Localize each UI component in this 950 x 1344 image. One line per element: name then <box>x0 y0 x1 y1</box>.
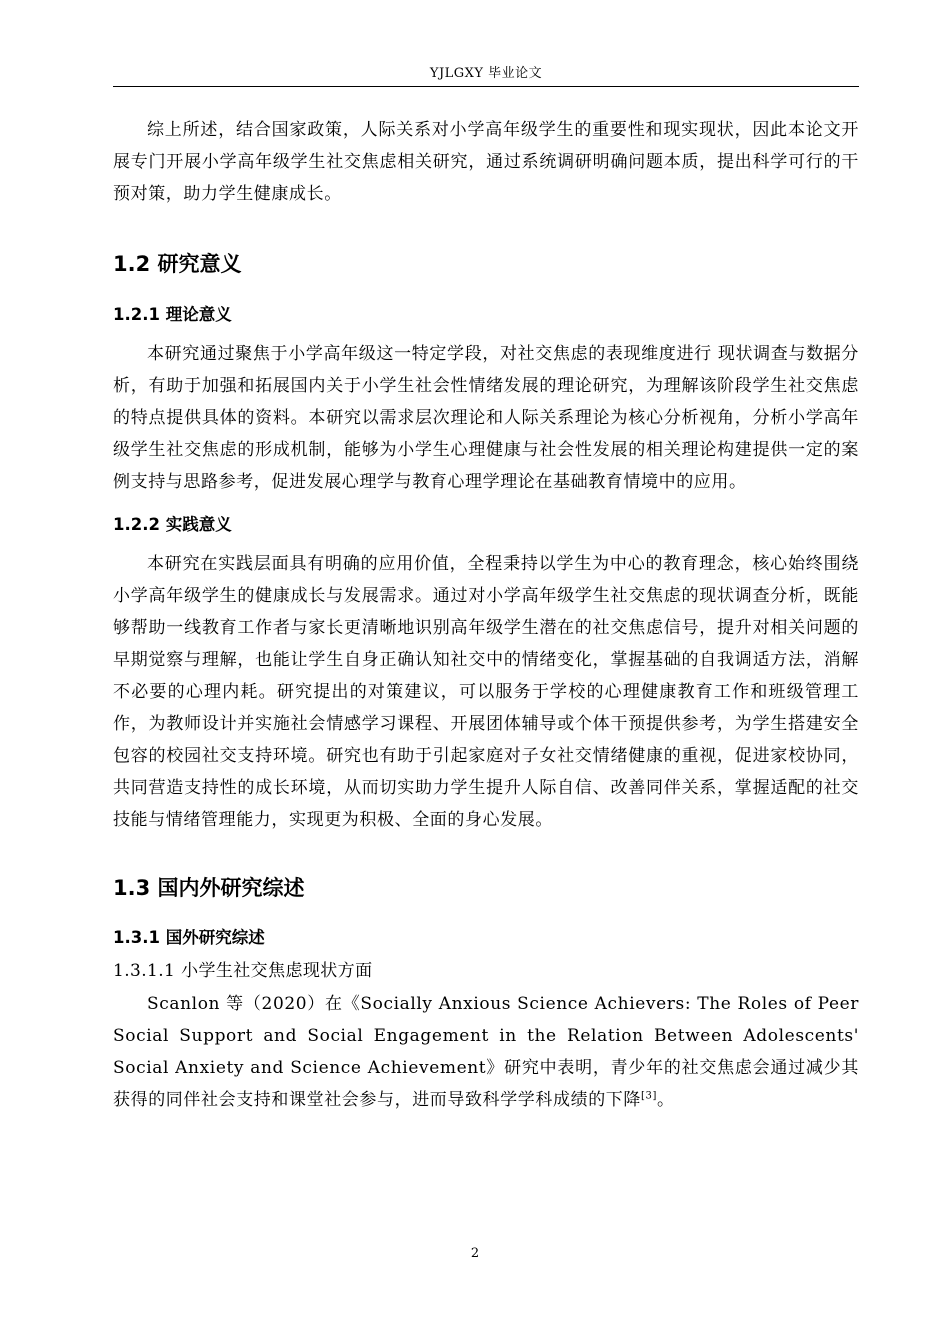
spacer <box>113 537 859 548</box>
spacer <box>113 836 859 874</box>
spacer <box>113 327 859 338</box>
heading-1-2-2: 1.2.2 实践意义 <box>113 515 232 534</box>
spacer <box>113 210 859 250</box>
heading-1-3-1: 1.3.1 国外研究综述 <box>113 928 265 947</box>
header-rule <box>113 86 859 87</box>
heading-1-3-1-1: 1.3.1.1 小学生社交焦虑现状方面 <box>113 961 373 981</box>
spacer <box>113 498 859 513</box>
paragraph-intro: 综上所述，结合国家政策，人际关系对小学高年级学生的重要性和现实现状，因此本论文开展专门开展小学高年级学生社交焦虑相关研究，通过系统调研明确问题本质，提出科学可行的干预对策，助力学生健康成长。 <box>113 120 859 204</box>
spacer <box>113 902 859 926</box>
paragraph-scanlon <box>113 988 859 1116</box>
heading-1-2: 1.2 研究意义 <box>113 252 242 276</box>
paragraph-theory: 本研究通过聚焦于小学高年级这一特定学段，对社交焦虑的表现维度进行 现状调查与数据分析，有助于加强和拓展国内关于小学生社会性情绪发展的理论研究，为理解该阶段学生社交焦虑的特点提供具体的资料。本研究以需求层次理论和人际关系理论为核心分析视角，分析小学高年级学生社交焦虑的形成机制，能够为小学生心理健康与社会性发展的相关理论构建提供一定的案例支持与思路参考，促进发展心理学与教育心理学理论在基础教育情境中的应用。 <box>113 344 859 492</box>
scanlon-text: Scanlon 等（2020）在《Socially Anxious Science Achievers: The Roles of Peer Social Support and Social Engagement in the Relation Between Adolescents' Social Anxiety and Science Achievement》研究中表明，青少年的社交焦虑会通过减少其获得的同伴社会支持和课堂社会参与，进而导致科学学科成绩的下降 <box>113 994 859 1110</box>
page-body <box>113 114 859 1116</box>
heading-1-3: 1.3 国内外研究综述 <box>113 876 305 900</box>
paragraph-practice: 本研究在实践层面具有明确的应用价值，全程秉持以学生为中心的教育理念，核心始终围绕小学高年级学生的健康成长与发展需求。通过对小学高年级学生社交焦虑的现状调查分析，既能够帮助一线教育工作者与家长更清晰地识别高年级学生潜在的社交焦虑信号，提升对相关问题的早期觉察与理解，也能让学生自身正确认知社交中的情绪变化，掌握基础的自我调适方法，消解不必要的心理内耗。研究提出的对策建议，可以服务于学校的心理健康教育工作和班级管理工作，为教师设计并实施社会情感学习课程、开展团体辅导或个体干预提供参考，为学生搭建安全包容的校园社交支持环境。研究也有助于引起家庭对子女社交情绪健康的重视，促进家校协同，共同营造支持性的成长环境，从而切实助力学生提升人际自信、改善同伴关系，掌握适配的社交技能与情绪管理能力，实现更为积极、全面的身心发展。 <box>113 554 859 830</box>
page-number: 2 <box>470 1246 480 1261</box>
running-header: YJLGXY 毕业论文 <box>429 66 543 81</box>
citation-reference[interactable]: [3] <box>641 1090 657 1102</box>
spacer <box>113 950 859 958</box>
spacer <box>113 278 859 303</box>
heading-1-2-1: 1.2.1 理论意义 <box>113 305 232 324</box>
scanlon-period: 。 <box>656 1090 675 1110</box>
